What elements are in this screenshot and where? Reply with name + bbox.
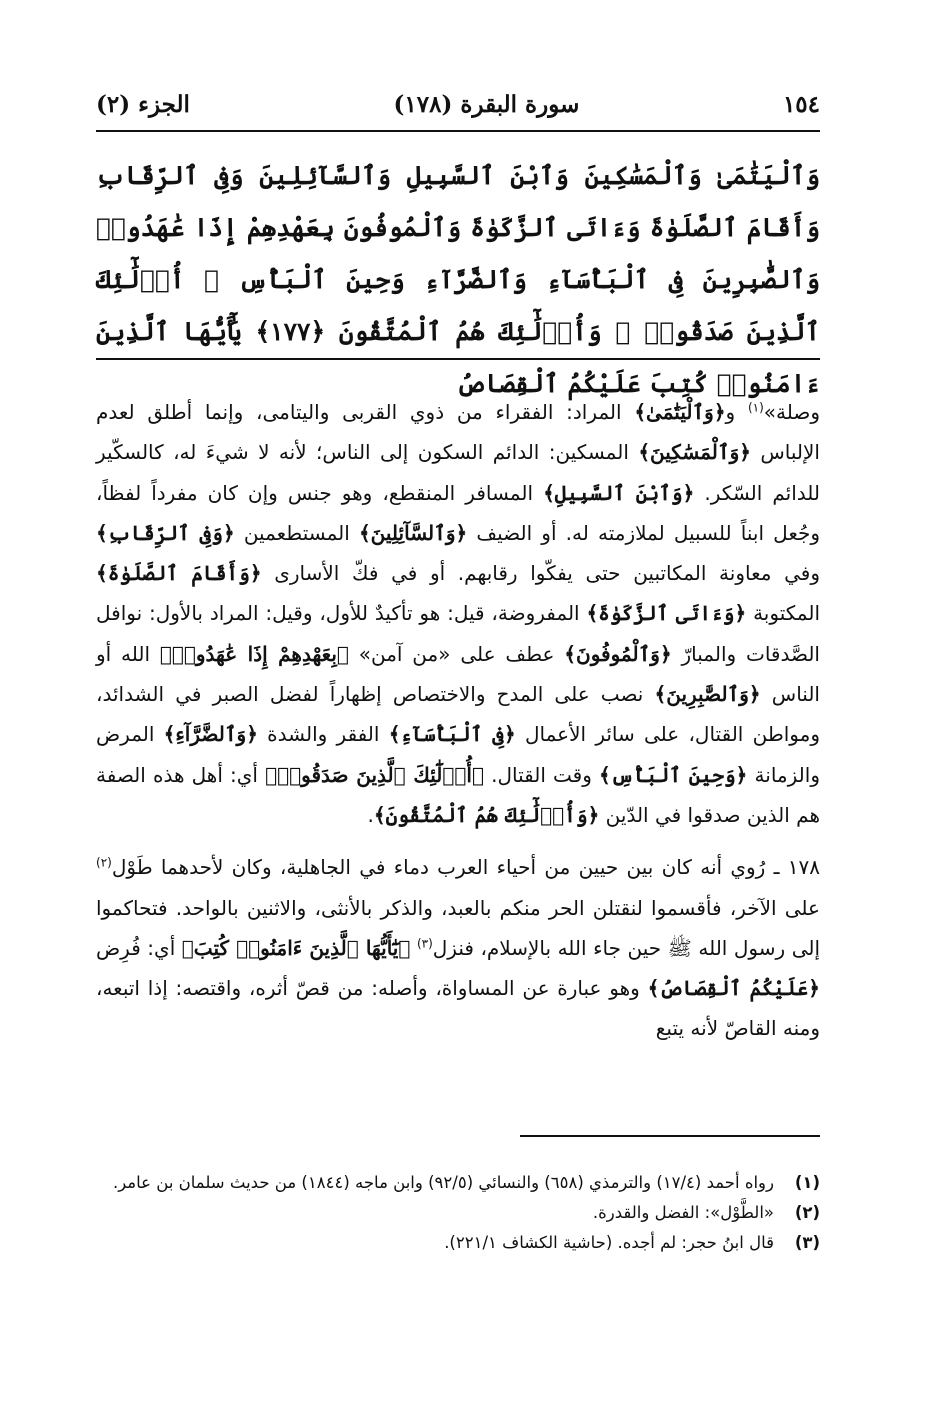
text-segment: وفي معاونة المكاتبين حتى يفكّوا رقابهم. أو في فكّ الأسارى — [261, 561, 820, 586]
text-segment: وقت القتال. — [483, 762, 600, 787]
footnote-number: (٢) — [794, 1203, 820, 1222]
text-segment: الله أو الناس — [96, 641, 820, 707]
commentary-paragraph — [96, 847, 820, 1048]
quran-quote: ﴿وَٱلْيَتَٰمَىٰ﴾ — [634, 400, 726, 424]
quran-quote: ﴿وَٱلسَّآئِلِينَ﴾ — [358, 520, 468, 545]
juz-label: الجزء (٢) — [96, 90, 190, 118]
footnote-text: قال ابنُ حجر: لم أجده. (حاشية الكشاف ٢٢١/١). — [444, 1233, 774, 1252]
text-segment: على الآخر، فأقسموا لنقتلن الحر منكم بالعبد، والذكر بالأنثى، والاثنين بالواحد. فتحاكموا إلى رسول الله ﷺ حين جاء الله بالإسلام، فنزل — [96, 895, 821, 960]
footnote-ref[interactable]: (١) — [747, 400, 764, 415]
quran-quote: ﴿وَٱلْمَسَٰكِينَ﴾ — [638, 440, 751, 465]
text-segment: المسافر المنقطع، وهو جنس وإن كان مفرداً لفظاً، وجُعل ابناً للسبيل لملازمته له. أو الضيف — [96, 480, 821, 545]
quran-quote: ﴿وَٱلضَّرَّآءِ﴾ — [163, 722, 258, 747]
footnote-text: رواه أحمد (١٧/٤) والترمذي (٦٥٨) والنسائي (٩٢/٥) وابن ماجه (١٨٤٤) من حديث سلمان بن عامر. — [112, 1173, 774, 1192]
text-segment: نصب على المدح والاختصاص إظهاراً لفضل الصبر في الشدائد، ومواطن القتال، على سائر الأعمال — [96, 682, 820, 747]
verse-divider — [96, 358, 820, 360]
quran-quote: ﴿بِعَهْدِهِمْ إِذَا عَٰهَدُوا۟﴾ — [159, 641, 349, 666]
quran-quote: ﴿وَءَاتَى ٱلزَّكَوٰةَ﴾ — [586, 601, 747, 626]
text-segment: ١٧٨ ـ رُوي أنه كان بين حيين من أحياء العرب دماء في الجاهلية، وكان لأحدهما طَوْل — [111, 855, 820, 880]
text-segment: أي: أهل هذه الصفة هم الذين صدقوا في الدّين — [96, 762, 820, 827]
quran-quote: ﴿وَحِينَ ٱلْبَأْسِ﴾ — [599, 762, 748, 787]
text-segment: المفروضة، قيل: هو تأكيدٌ للأول، وقيل: المراد بالأول: نوافل الصَّدقات والمبارّ — [96, 601, 820, 666]
quran-quote: ﴿وَأُو۟لَٰٓئِكَ هُمُ ٱلْمُتَّقُونَ﴾ — [373, 802, 600, 827]
footnote-ref[interactable]: (٣) — [416, 936, 433, 951]
text-segment: المراد: الفقراء من ذوي القربى واليتامى، وإنما أطلق لعدم الإلباس — [96, 400, 820, 465]
quran-quote: ﴿يَٰٓأَيُّهَا ٱلَّذِينَ ءَامَنُوا۟ كُتِبَ﴾ — [181, 935, 411, 960]
quran-quote: ﴿وَأَقَامَ ٱلصَّلَوٰةَ﴾ — [96, 561, 262, 586]
quran-quote: ﴿أُو۟لَٰٓئِكَ ٱلَّذِينَ صَدَقُوا۟﴾ — [265, 762, 484, 787]
quran-quote: ﴿وَٱبْنَ ٱلسَّبِيلِ﴾ — [543, 480, 695, 505]
text-segment: . — [367, 802, 374, 827]
footnote-number: (١) — [794, 1173, 820, 1192]
text-segment: المسكين: الدائم السكون إلى الناس؛ لأنه لا شيءَ له، كالسكّير للدائم السّكر. — [96, 440, 820, 505]
quran-verse-text: وَٱلْيَتَٰمَىٰ وَٱلْمَسَٰكِينَ وَٱبْنَ ٱلسَّبِيلِ وَٱلسَّآئِلِينَ وَفِى ٱلرِّقَابِ وَأَقَامَ ٱلصَّلَوٰةَ وَءَاتَى ٱلزَّكَوٰةَ وَٱلْمُوفُونَ بِعَهْدِهِمْ إِذَا عَٰهَدُوا۟ وَٱلصَّٰبِرِينَ فِى ٱلْبَأْسَآءِ وَٱلضَّرَّآءِ وَحِينَ ٱلْبَأْسِ ۗ أُو۟لَٰٓئِكَ ٱلَّذِينَ صَدَقُوا۟ ۖ وَأُو۟لَٰٓئِكَ هُمُ ٱلْمُتَّقُونَ ﴿١٧٧﴾ يَٰٓأَيُّهَا ٱلَّذِينَ ءَامَنُوا۟ كُتِبَ عَلَيْكُمُ ٱلْقِصَاصُ — [96, 161, 820, 398]
footnote-divider — [520, 1135, 820, 1137]
footnote-item — [96, 1168, 820, 1198]
text-segment: الفقر والشدة — [257, 722, 389, 747]
text-segment: أي: فُرِض — [96, 935, 182, 960]
quran-quote: ﴿عَلَيْكُمُ ٱلْقِصَاصُ﴾ — [647, 976, 820, 1001]
quran-quote: ﴿وَٱلْمُوفُونَ﴾ — [564, 641, 672, 666]
footnote-item — [96, 1198, 820, 1228]
text-segment: وهو عبارة عن المساواة، وأصله: من قصّ أثره، واقتصه: إذا اتبعه، ومنه القاصّ لأنه يتبع — [96, 976, 820, 1041]
footnote-number: (٣) — [794, 1233, 820, 1252]
commentary-body — [96, 392, 820, 1049]
footnote-ref[interactable]: (٢) — [96, 855, 112, 870]
quran-quote: ﴿وَٱلصَّٰبِرِينَ﴾ — [654, 682, 761, 707]
page-number: ١٥٤ — [782, 90, 820, 118]
commentary-paragraph — [96, 392, 820, 835]
quran-quote: ﴿وَفِى ٱلرِّقَابِ﴾ — [96, 520, 235, 545]
footnote-item — [96, 1228, 820, 1258]
footnotes — [96, 1168, 820, 1258]
footnote-text: «الطَّوْل»: الفضل والقدرة. — [592, 1203, 774, 1222]
text-segment: وصلة» — [763, 400, 821, 424]
header-divider — [96, 130, 820, 132]
text-segment: المكتوبة — [746, 601, 820, 626]
text-segment: و — [725, 400, 748, 424]
text-segment: المستطعمين — [234, 520, 359, 545]
text-segment: المرض والزمانة — [96, 722, 820, 787]
surah-title: سورة البقرة (١٧٨) — [393, 90, 580, 118]
text-segment: عطف على «من آمن» — [348, 641, 565, 666]
quran-quote: ﴿فِى ٱلْبَأْسَآءِ﴾ — [388, 722, 516, 747]
page-header — [96, 84, 820, 124]
